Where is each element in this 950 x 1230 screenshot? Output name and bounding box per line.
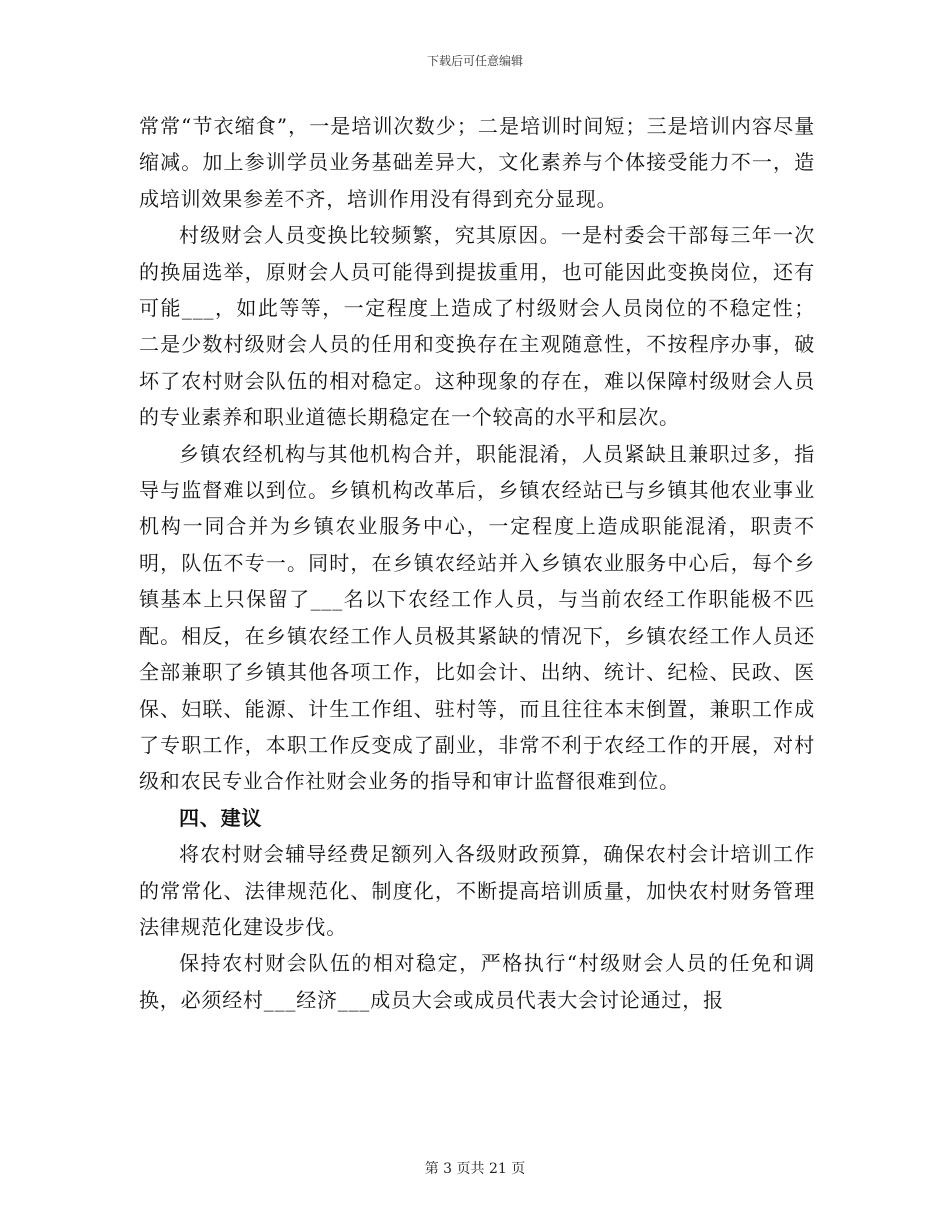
- document-body: [139, 108, 815, 1018]
- paragraph-3: 乡镇农经机构与其他机构合并，职能混淆，人员紧缺且兼职过多，指导与监督难以到位。乡镇机构改革后，乡镇农经站已与乡镇其他农业事业机构一同合并为乡镇农业服务中心，一定程度上造成职能混淆，职责不明，队伍不专一。同时，在乡镇农经站并入乡镇农业服务中心后，每个乡镇基本上只保留了___名以下农经工作人员，与当前农经工作职能极不匹配。相反，在乡镇农经工作人员极其紧缺的情况下，乡镇农经工作人员还全部兼职了乡镇其他各项工作，比如会计、出纳、统计、纪检、民政、医保、妇联、能源、计生工作组、驻村等，而且往往本末倒置，兼职工作成了专职工作，本职工作反变成了副业，非常不利于农经工作的开展，对村级和农民专业合作社财会业务的指导和审计监督很难到位。: [139, 441, 815, 794]
- paragraph-2: 村级财会人员变换比较频繁，究其原因。一是村委会干部每三年一次的换届选举，原财会人员可能得到提拔重用，也可能因此变换岗位，还有可能___，如此等等，一定程度上造成了村级财会人员岗位的不稳定性；二是少数村级财会人员的任用和变换存在主观随意性，不按程序办事，破坏了农村财会队伍的相对稳定。这种现象的存在，难以保障村级财会人员的专业素养和职业道德长期稳定在一个较高的水平和层次。: [139, 223, 815, 430]
- page-footer: 第 3 页共 21 页: [424, 1161, 526, 1177]
- page-header: 下载后可任意编辑: [426, 54, 523, 68]
- section-heading: 四、建议: [179, 805, 263, 830]
- paragraph-1: 常常“节衣缩食”，一是培训次数少；二是培训时间短；三是培训内容尽量缩减。加上参训学员业务基础差异大，文化素养与个体接受能力不一，造成培训效果参差不齐，培训作用没有得到充分显现。: [139, 114, 815, 211]
- paragraph-4: 将农村财会辅导经费足额列入各级财政预算，确保农村会计培训工作的常常化、法律规范化、制度化，不断提高培训质量，加快农村财务管理法律规范化建设步伐。: [139, 842, 815, 939]
- paragraph-5: 保持农村财会队伍的相对稳定，严格执行“村级财会人员的任免和调换，必须经村___经济___成员大会或成员代表大会讨论通过，报: [139, 951, 815, 1012]
